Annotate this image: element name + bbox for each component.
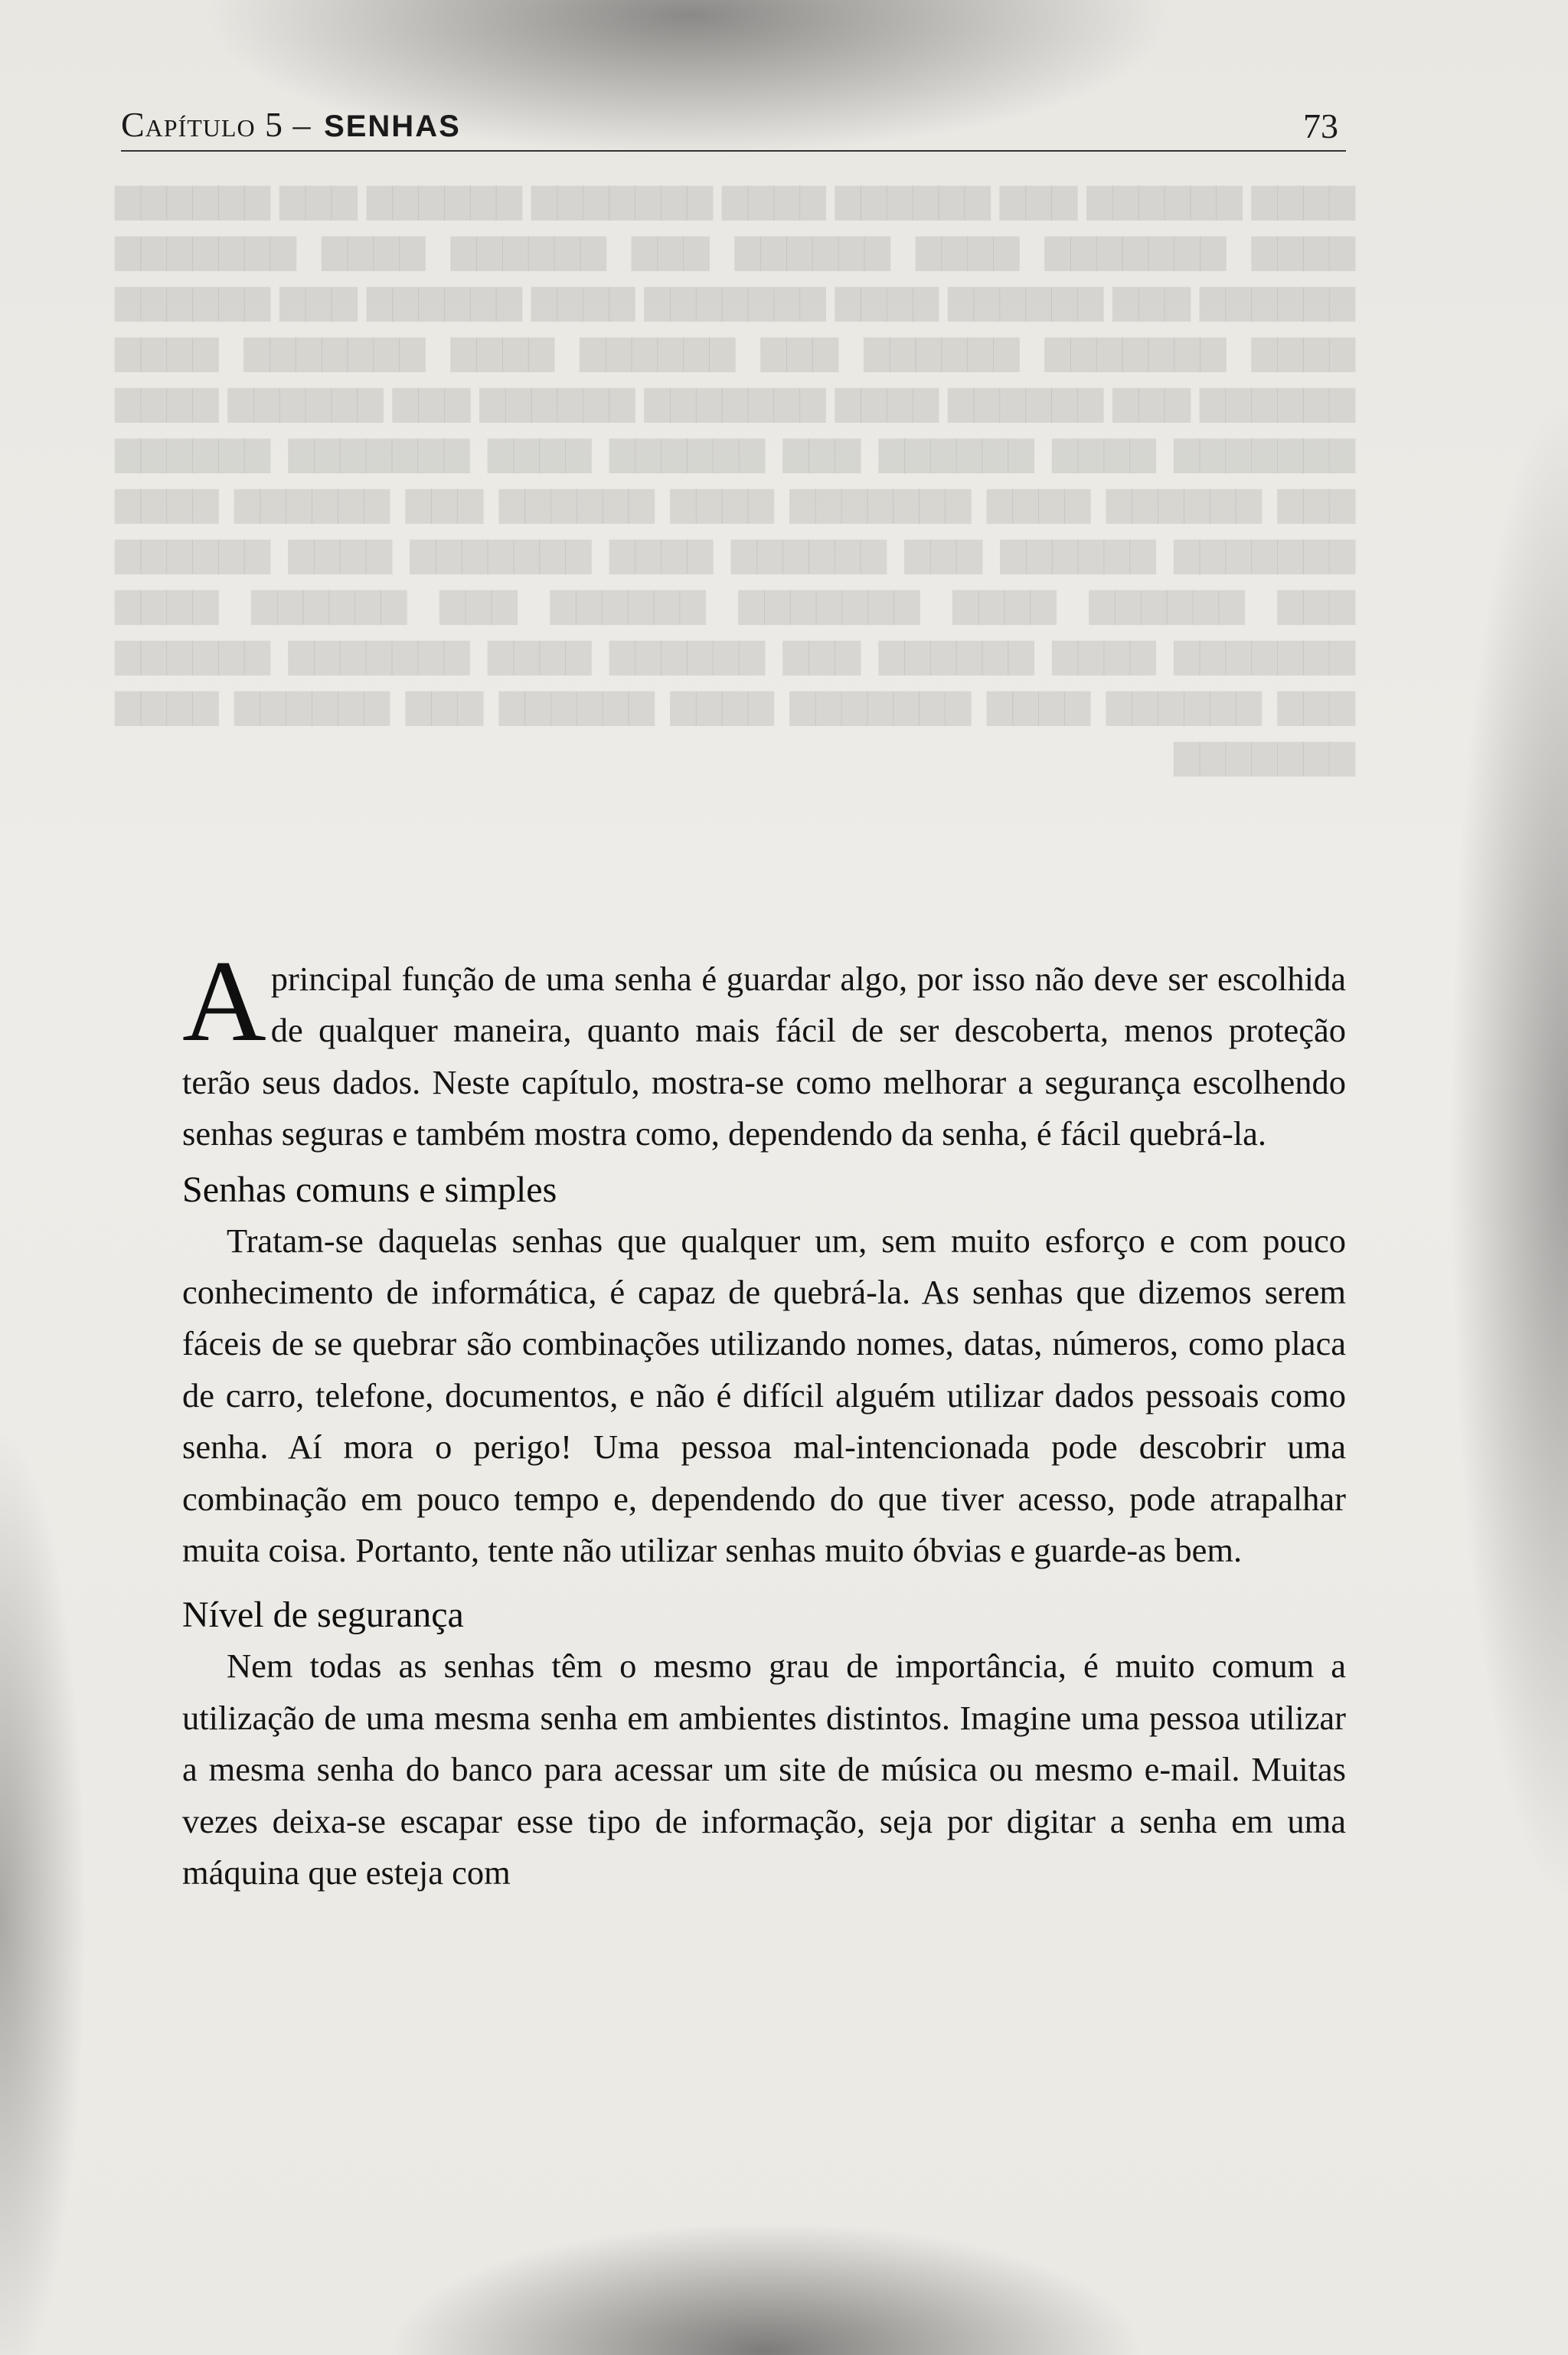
intro-text: principal função de uma senha é guardar algo, por isso não deve ser escolhida de qualquer maneira, quanto mais fácil de ser descoberta, menos proteção terão seus dados. Neste capítulo, mostra-se como melhorar a segurança escolhendo senhas seguras e também mostra como, dependendo da senha, é fácil quebrá-la. (182, 960, 1346, 1153)
page-body (182, 937, 1346, 1899)
section-paragraph-senhas-comuns: Tratam-se daquelas senhas que qualquer um, sem muito esforço e com pouco conhecimento de informática, é capaz de quebrá-la. As senhas que dizemos serem fáceis de se quebrar são combinações utilizando nomes, datas, números, como placa de carro, telefone, documentos, e não é difícil alguém utilizar dados pessoais como senha. Aí mora o perigo! Uma pessoa mal-intencionada pode descobrir uma combinação em pouco tempo e, dependendo do que tiver acesso, pode atrapalhar muita coisa. Portanto, tente não utilizar senhas muito óbvias e guarde-as bem. (182, 1221, 1346, 1570)
chapter-subject: SENHAS (324, 110, 461, 143)
chapter-label: Capítulo 5 – (121, 105, 312, 144)
show-through-texture: ▇▇▇▇ ▇▇▇▇▇▇ ▇▇▇ ▇▇▇▇▇▇ ▇▇▇▇ ▇▇▇▇▇▇▇ ▇▇▇▇▇▇ ▇▇▇ ▇▇▇▇▇▇ ▇▇▇▇ ▇▇▇▇▇▇▇ ▇▇▇▇ ▇▇▇▇▇▇ ▇▇▇ ▇▇▇▇▇▇ ▇▇▇▇ ▇▇▇▇▇▇▇ ▇▇▇▇▇▇ ▇▇▇ ▇▇▇▇▇▇ ▇▇▇▇ ▇▇▇▇▇▇▇ ▇▇▇▇ ▇▇▇▇▇▇ ▇▇▇ ▇▇▇▇▇▇ ▇▇▇▇ ▇▇▇▇▇▇▇ ▇▇▇▇▇▇ ▇▇▇ ▇▇▇▇▇▇ ▇▇▇▇ ▇▇▇▇▇▇▇ ▇▇▇▇ ▇▇▇▇▇▇ ▇▇▇ ▇▇▇▇▇▇ ▇▇▇▇ ▇▇▇▇▇▇▇ ▇▇▇▇▇▇ ▇▇▇ ▇▇▇▇▇▇ ▇▇▇▇ ▇▇▇▇▇▇▇ ▇▇▇▇ ▇▇▇▇▇▇ ▇▇▇ ▇▇▇▇▇▇ ▇▇▇▇ ▇▇▇▇▇▇▇ ▇▇▇▇▇▇ ▇▇▇ ▇▇▇▇▇▇ ▇▇▇▇ ▇▇▇▇▇▇▇ ▇▇▇▇ ▇▇▇▇▇▇ ▇▇▇ ▇▇▇▇▇▇ ▇▇▇▇ ▇▇▇▇▇▇▇ ▇▇▇▇▇▇ ▇▇▇ ▇▇▇▇▇▇ ▇▇▇▇ ▇▇▇▇▇▇▇ ▇▇▇▇ ▇▇▇▇▇▇ ▇▇▇ ▇▇▇▇▇▇ ▇▇▇▇ ▇▇▇▇▇▇▇ ▇▇▇▇▇▇ ▇▇▇ ▇▇▇▇▇▇ ▇▇▇▇ ▇▇▇▇▇▇▇ ▇▇▇▇ ▇▇▇▇▇▇ ▇▇▇ ▇▇▇▇▇▇ ▇▇▇▇ ▇▇▇▇▇▇▇ ▇▇▇▇▇▇ ▇▇▇ ▇▇▇▇▇▇ ▇▇▇▇ ▇▇▇▇▇▇▇ ▇▇▇▇ ▇▇▇▇▇▇ ▇▇▇ ▇▇▇▇▇▇ ▇▇▇▇ ▇▇▇▇▇▇▇ (115, 182, 1355, 776)
page-number: 73 (1303, 106, 1338, 146)
section-paragraph-nivel-seguranca: Nem todas as senhas têm o mesmo grau de importância, é muito comum a utilização de uma mesma senha em ambientes distintos. Imagine uma pessoa utilizar a mesma senha do banco para acessar um site de música ou mesmo e-mail. Muitas vezes deixa-se escapar esse tipo de informação, seja por digitar a senha em uma máquina que esteja com (182, 1647, 1346, 1892)
section-heading-nivel-seguranca: Nível de segurança (182, 1595, 464, 1636)
chapter-title (121, 104, 461, 145)
drop-cap: A (182, 937, 266, 1065)
section-heading-senhas-comuns: Senhas comuns e simples (182, 1169, 557, 1210)
intro-paragraph (182, 937, 1346, 1160)
running-header (121, 98, 1346, 152)
